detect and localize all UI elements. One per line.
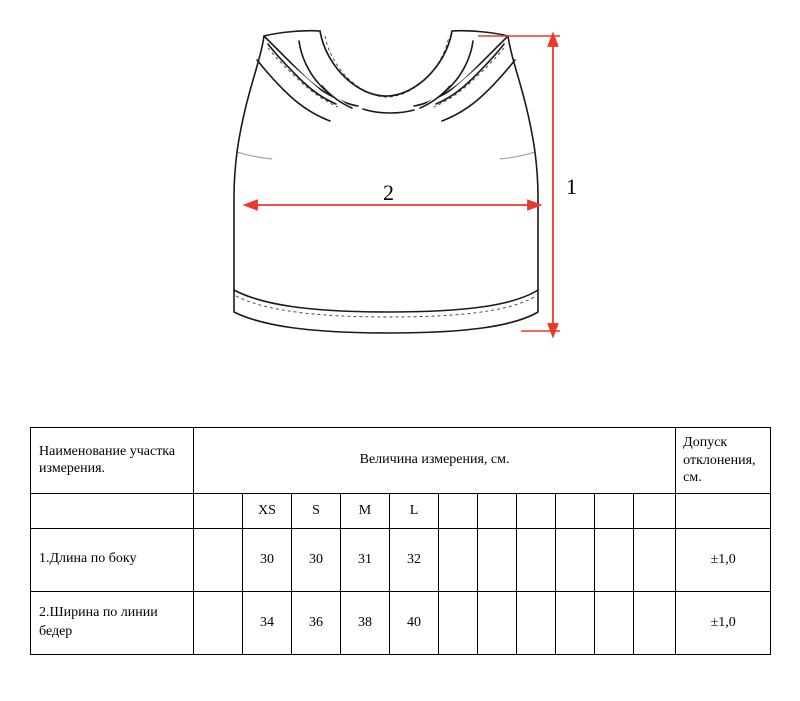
row-measurement-name: 2.Ширина по линии бедер bbox=[31, 591, 194, 654]
row-value bbox=[556, 528, 595, 591]
size-row-name-cell bbox=[31, 493, 194, 528]
row-value-m: 31 bbox=[341, 528, 390, 591]
table-header-row bbox=[31, 428, 771, 494]
size-cell bbox=[595, 493, 634, 528]
size-cell bbox=[517, 493, 556, 528]
row-value-m: 38 bbox=[341, 591, 390, 654]
size-cell-xs: XS bbox=[243, 493, 292, 528]
row-value bbox=[595, 591, 634, 654]
row-value bbox=[194, 528, 243, 591]
size-cell bbox=[194, 493, 243, 528]
table-row bbox=[31, 528, 771, 591]
header-measurement-value: Величина измерения, см. bbox=[194, 428, 676, 494]
dimension-label-2: 2 bbox=[383, 180, 394, 205]
row-value bbox=[439, 591, 478, 654]
size-row-tolerance-cell bbox=[676, 493, 771, 528]
row-value bbox=[478, 591, 517, 654]
row-tolerance: ±1,0 bbox=[676, 591, 771, 654]
size-cell bbox=[634, 493, 676, 528]
row-tolerance: ±1,0 bbox=[676, 528, 771, 591]
dimension-label-1: 1 bbox=[566, 174, 577, 199]
row-value-s: 30 bbox=[292, 528, 341, 591]
row-value-xs: 30 bbox=[243, 528, 292, 591]
row-value bbox=[439, 528, 478, 591]
row-measurement-name: 1.Длина по боку bbox=[31, 528, 194, 591]
row-value-xs: 34 bbox=[243, 591, 292, 654]
size-cell-m: M bbox=[341, 493, 390, 528]
table-row bbox=[31, 591, 771, 654]
row-value bbox=[478, 528, 517, 591]
size-cell bbox=[556, 493, 595, 528]
table-size-row bbox=[31, 493, 771, 528]
size-cell bbox=[478, 493, 517, 528]
size-cell-l: L bbox=[390, 493, 439, 528]
header-measurement-name: Наименование участка измерения. bbox=[31, 428, 194, 494]
size-cell-s: S bbox=[292, 493, 341, 528]
row-value bbox=[517, 591, 556, 654]
row-value bbox=[556, 591, 595, 654]
header-tolerance: Допуск отклонения, см. bbox=[676, 428, 771, 494]
size-cell bbox=[439, 493, 478, 528]
row-value-s: 36 bbox=[292, 591, 341, 654]
row-value bbox=[634, 528, 676, 591]
row-value bbox=[595, 528, 634, 591]
row-value bbox=[194, 591, 243, 654]
measurements-table bbox=[30, 427, 771, 655]
row-value bbox=[517, 528, 556, 591]
row-value bbox=[634, 591, 676, 654]
row-value-l: 32 bbox=[390, 528, 439, 591]
row-value-l: 40 bbox=[390, 591, 439, 654]
